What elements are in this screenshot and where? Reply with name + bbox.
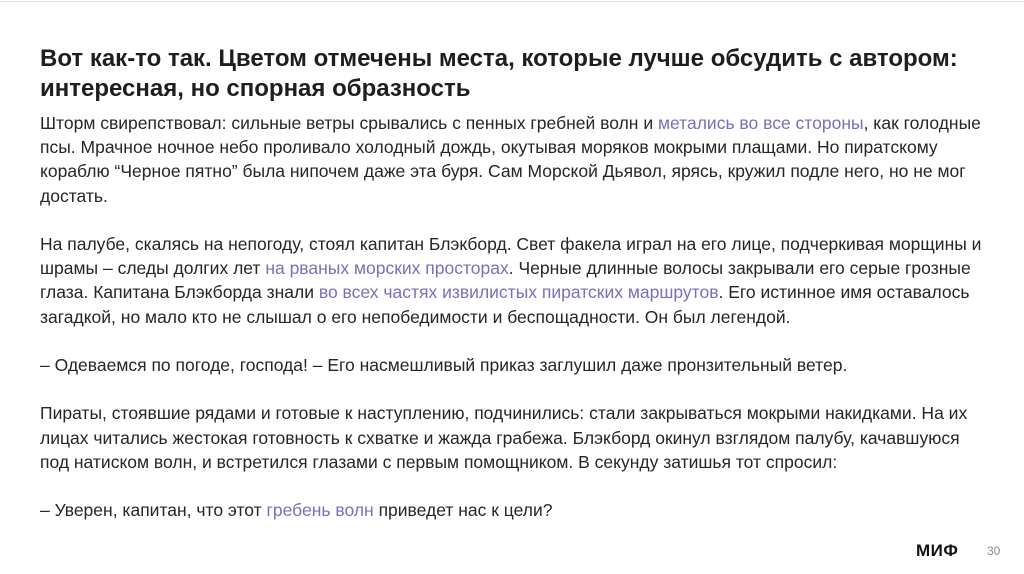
story-paragraph — [40, 353, 990, 377]
story-paragraph — [40, 111, 990, 208]
text-segment: . Его истинное имя оставалось загадкой, но мало кто не слышал о его непобедимости и беспощадности. Он был легендой. — [40, 282, 970, 327]
text-segment: – Одеваемся по погоде, господа! – Его насмешливый приказ заглушил даже пронзительный ветер. — [40, 355, 848, 375]
text-segment: Пираты, стоявшие рядами и готовые к наступлению, подчинились: стали закрываться мокрыми накидками. На их лицах читались жестокая готовность к схватке и жажда грабежа. Блэкборд окинул взглядом палубу, качавшуюся под натиском волн, и встретился глазами с первым помощником. В секунду затишья тот спросил: — [40, 403, 968, 472]
text-segment: Шторм свирепствовал: сильные ветры срывались с пенных гребней волн и — [40, 113, 658, 133]
highlighted-phrase: на рваных морских просторах — [265, 258, 509, 279]
text-segment: . Черные длинные волосы закрывали его серые грозные глаза. Капитана Блэкборда знали — [40, 258, 971, 303]
text-segment: приведет нас к цели? — [373, 500, 553, 521]
text-segment: На палубе, скалясь на непогоду, стоял капитан Блэкборд. Свет факела играл на его лице, подчеркивая морщины и шрамы – следы долгих лет — [40, 234, 982, 279]
slide-title: Вот как-то так. Цветом отмечены места, которые лучше обсудить с автором: интересная, но спорная образность — [40, 45, 958, 102]
publisher-logo: МИФ — [916, 541, 959, 560]
text-segment: , как голодные псы. Мрачное ночное небо проливало холодный дождь, окутывая моряков мокрыми плащами. Но пиратскому кораблю “Черное пятно” была нипочем даже эта буря. Сам Морской Дьявол, ярясь, кружил подле него, но не мог достать. — [40, 113, 981, 206]
story-paragraph — [40, 498, 990, 522]
text-segment: – Уверен, капитан, что этот — [40, 500, 267, 521]
highlighted-phrase: гребень волн — [266, 500, 374, 521]
highlighted-phrase: метались во все стороны — [657, 113, 864, 133]
story-text — [40, 111, 990, 547]
highlighted-phrase: во всех частях извилистых пиратских маршрутов — [318, 282, 719, 303]
top-divider — [0, 1, 1024, 2]
page-number: 30 — [987, 544, 1001, 558]
story-paragraph — [40, 232, 990, 329]
story-paragraph — [40, 401, 990, 474]
